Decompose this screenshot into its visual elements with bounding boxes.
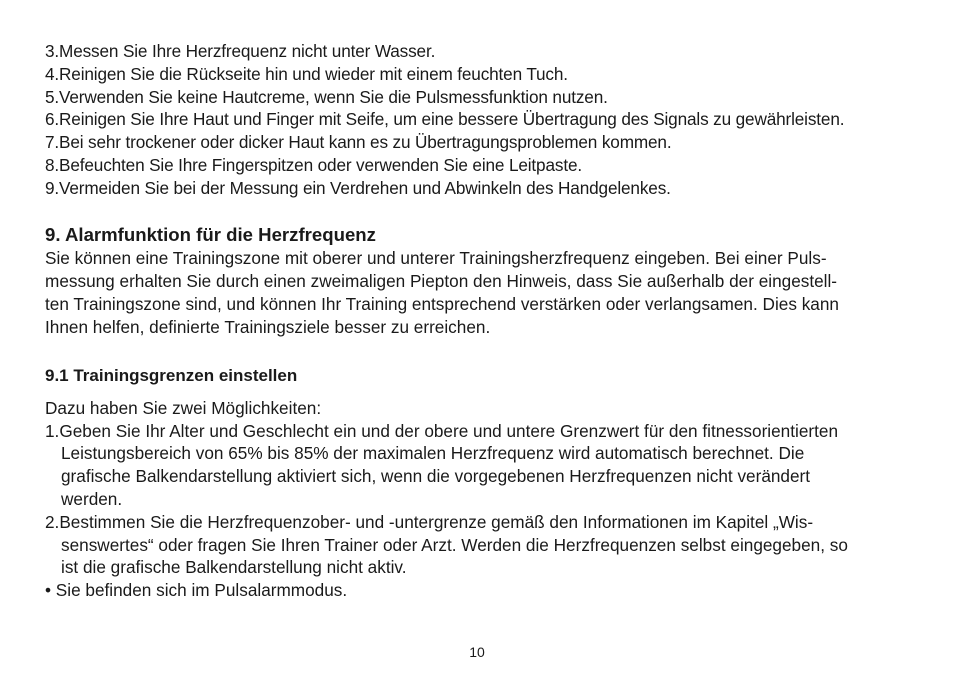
page-number: 10 <box>469 644 485 660</box>
tips-list <box>45 40 915 200</box>
option-line: Leistungsbereich von 65% bis 85% der maximalen Herzfrequenz wird automatisch berechnet. Die <box>61 443 805 464</box>
option-line: grafische Balkendarstellung aktiviert sich, wenn die vorgegebenen Herzfrequenzen nicht verändert <box>61 466 811 487</box>
subsection-intro: Dazu haben Sie zwei Möglichkeiten: <box>45 397 322 418</box>
option-item <box>45 420 915 511</box>
section-body-line: messung erhalten Sie durch einen zweimaligen Piepton den Hinweis, dass Sie außerhalb der eingestell- <box>45 270 838 291</box>
section-body <box>45 247 905 339</box>
tip-item: 5.Verwenden Sie keine Hautcreme, wenn Sie die Pulsmessfunktion nutzen. <box>45 86 608 107</box>
section-heading: 9. Alarmfunktion für die Herzfrequenz <box>45 223 376 245</box>
section-body-line: Sie können eine Trainingszone mit oberer und unterer Trainingsherzfrequenz eingeben. Bei einer Puls- <box>45 247 827 268</box>
option-item <box>45 511 915 579</box>
tip-item: 3.Messen Sie Ihre Herzfrequenz nicht unter Wasser. <box>45 41 436 61</box>
options-list <box>45 420 915 580</box>
tip-item: 4.Reinigen Sie die Rückseite hin und wieder mit einem feuchten Tuch. <box>45 63 568 84</box>
bullet-item: • Sie befinden sich im Pulsalarmmodus. <box>45 580 348 601</box>
tip-item: 7.Bei sehr trockener oder dicker Haut kann es zu Übertragungsproblemen kommen. <box>45 132 672 153</box>
section-body-line: ten Trainingszone sind, und können Ihr Training entsprechend verstärken oder verlangsamen. Dies kann <box>45 293 839 314</box>
document-page <box>45 40 915 602</box>
option-line: werden. <box>61 488 123 509</box>
subsection-heading: 9.1 Trainingsgrenzen einstellen <box>45 365 298 385</box>
option-line: 1.Geben Sie Ihr Alter und Geschlecht ein und der obere und untere Grenzwert für den fitnessorientierten <box>45 420 839 441</box>
option-line: senswertes“ oder fragen Sie Ihren Trainer oder Arzt. Werden die Herzfrequenzen selbst eingegeben, so <box>61 534 848 555</box>
tip-item: 8.Befeuchten Sie Ihre Fingerspitzen oder verwenden Sie eine Leitpaste. <box>45 154 582 175</box>
option-line: 2.Bestimmen Sie die Herzfrequenzober- und -untergrenze gemäß den Informationen im Kapitel „Wis- <box>45 511 814 532</box>
section-body-line: Ihnen helfen, definierte Trainingsziele besser zu erreichen. <box>45 316 491 337</box>
option-line: ist die grafische Balkendarstellung nicht aktiv. <box>61 557 407 578</box>
tip-item: 6.Reinigen Sie Ihre Haut und Finger mit Seife, um eine bessere Übertragung des Signals zu gewährleisten. <box>45 109 845 130</box>
tip-item: 9.Vermeiden Sie bei der Messung ein Verdrehen und Abwinkeln des Handgelenkes. <box>45 177 671 198</box>
